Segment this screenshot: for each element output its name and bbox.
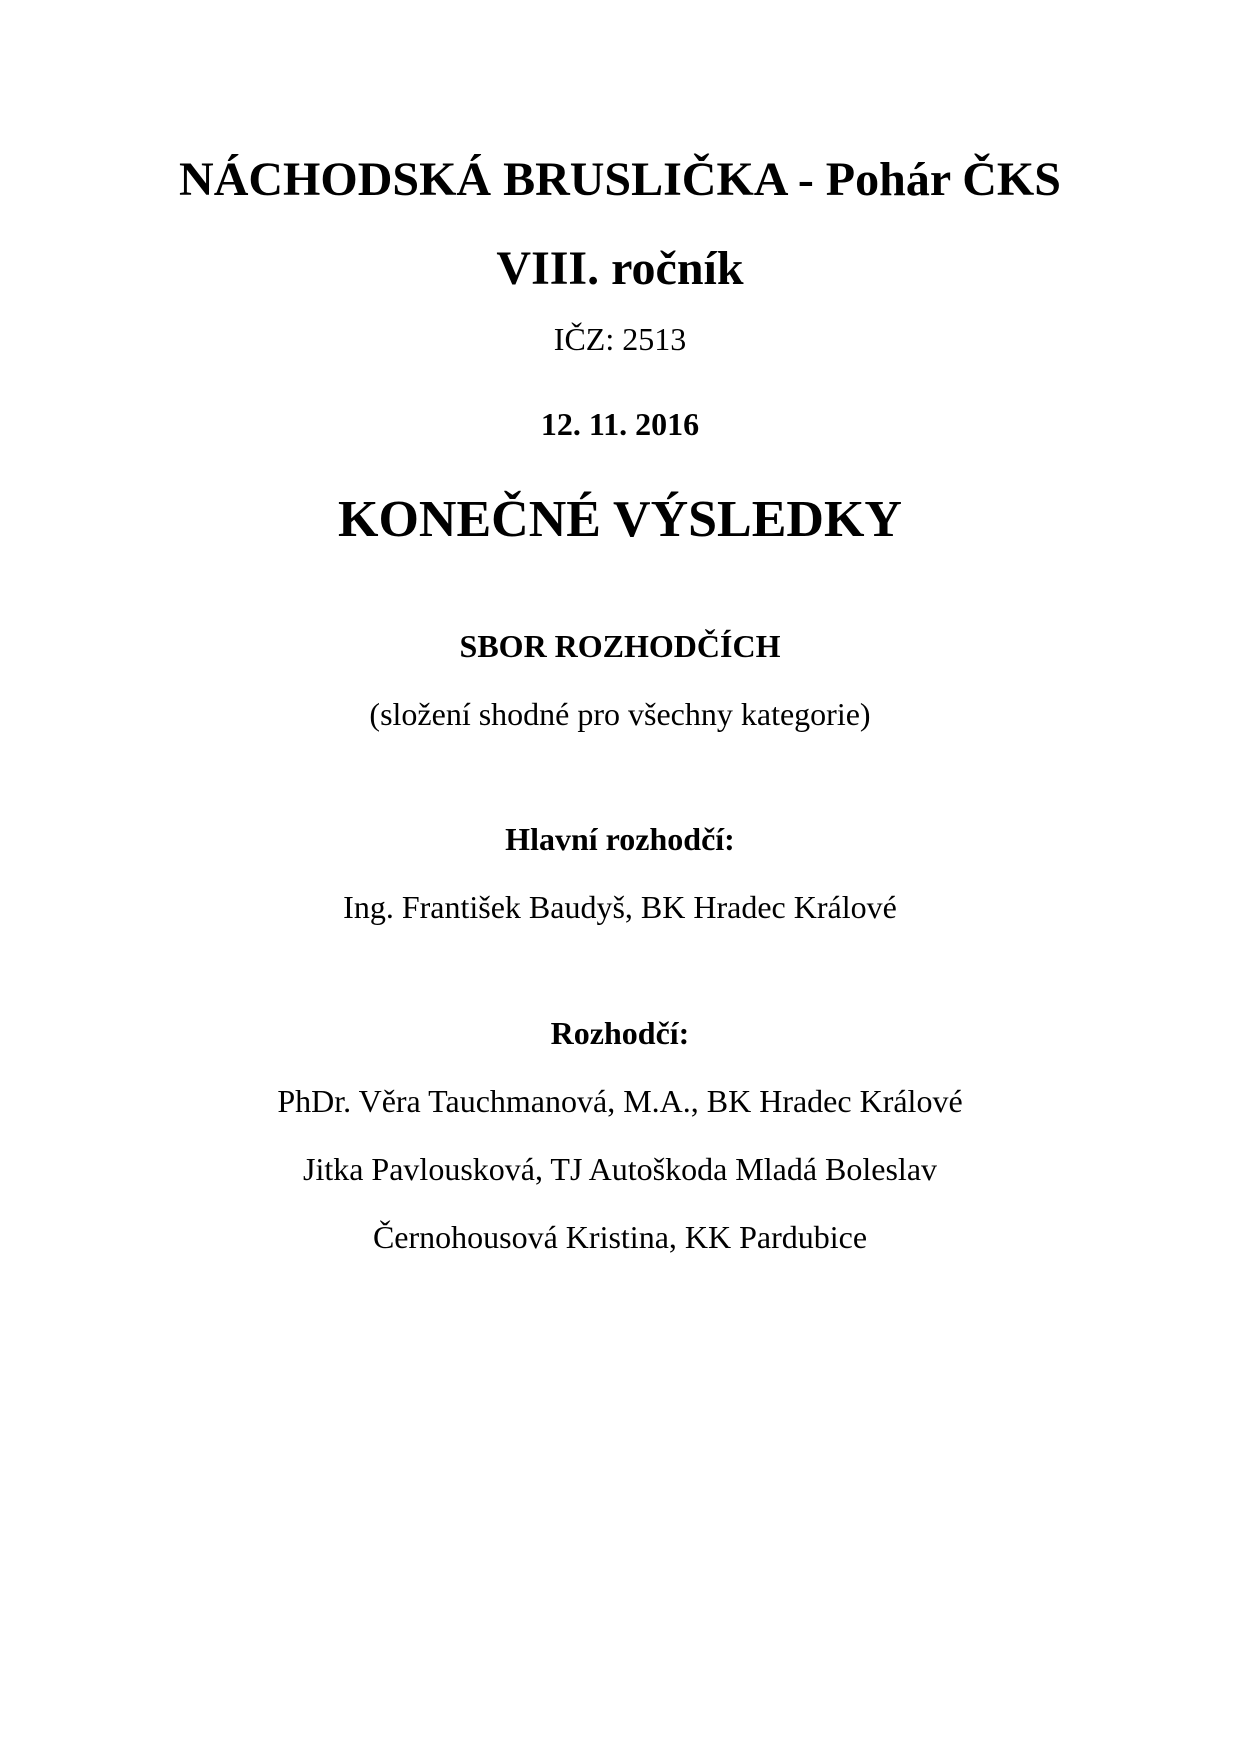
event-edition: VIII. ročník xyxy=(496,242,744,295)
judges-panel-heading: SBOR ROZHODČÍCH xyxy=(459,628,781,664)
referees-label: Rozhodčí: xyxy=(550,1015,690,1051)
referee-name: PhDr. Věra Tauchmanová, M.A., BK Hradec Králové xyxy=(277,1083,963,1119)
referee-name: Černohousová Kristina, KK Pardubice xyxy=(372,1219,868,1255)
judges-panel-note: (složení shodné pro všechny kategorie) xyxy=(369,696,871,732)
head-referee-label: Hlavní rozhodčí: xyxy=(505,821,735,857)
referee-name: Jitka Pavlousková, TJ Autoškoda Mladá Boleslav xyxy=(302,1151,938,1187)
head-referee-name: Ing. František Baudyš, BK Hradec Králové xyxy=(343,889,897,925)
event-title: NÁCHODSKÁ BRUSLIČKA - Pohár ČKS xyxy=(179,153,1061,206)
results-heading: KONEČNÉ VÝSLEDKY xyxy=(338,491,902,548)
event-date: 12. 11. 2016 xyxy=(540,406,700,442)
event-icz: IČZ: 2513 xyxy=(553,321,687,357)
